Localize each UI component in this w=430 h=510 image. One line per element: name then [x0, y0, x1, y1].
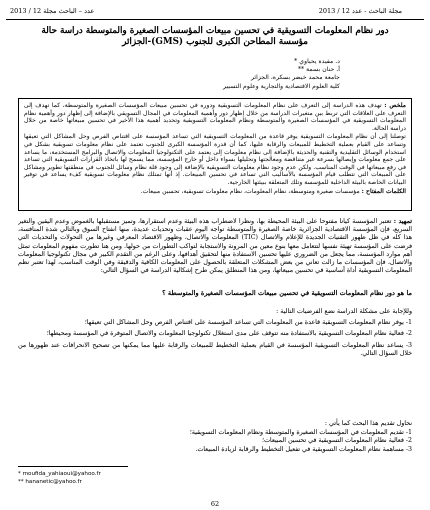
- abstract-summary: [24, 102, 406, 132]
- hypotheses-section: [18, 308, 412, 361]
- intro-label: تمهيد :: [393, 218, 412, 225]
- objective-item: 3- مساهمة نظام المعلومات التسويقية في تفعيل التخطيط والرقابة لزيادة المبيعات.: [195, 445, 412, 453]
- journal-issue: 2013 / 12 عدد – الباحث مجلة: [10, 7, 95, 15]
- research-question: ما هو دور نظام المعلومات التسويقية في تحسين مبيعات المؤسسات الصغيرة والمتوسطة ؟: [162, 289, 412, 297]
- footnote-email-1: * moufida_yahiaoui@yahoo.fr: [18, 471, 101, 477]
- abstract-summary-text: تهدف هذه الدراسة إلى التعرف على نظام المعلومات التسويقية ودوره في تحسين مبيعات المؤسسات الصغيرة والمتوسطة، كما تهدف إلى التعرف على العلاقات التي تربط بين متغيرات الدراسة من خلال إظهار دور وأهمية المعلومات في المجال التسويقي بالإضافة إلى إظهار دور وأهمية نظام المعلومات التسويقية في المؤسسات الصغيرة والمتوسطة ونظام المعلومات التسويقية وتحديد أهمية هذا الأخير في تحسين مبيعاتها خاصة من خلال دراسة الحالة.: [24, 102, 406, 132]
- hypothesis-item: 3- يساعد نظام المعلومات التسويقية المؤسسة في القيام بعملية التخطيط للمبيعات والرقابة عليها مما يمكنها من تصحيح الانحرافات عند ظهورها من خلال السؤال التالي.: [18, 341, 412, 357]
- author-affiliation: جامعة محمد خيضر بسكرة، الجزائر: [251, 74, 340, 82]
- hypotheses-intro: وللإجابة على مشكلة الدراسة نضع الفرضيات التالية :: [276, 308, 412, 315]
- paper-title: دور نظام المعلومات التسويقية في تحسين مبيعات المؤسسات الصغيرة والمتوسطة دراسة حالة مؤسسة المطاحن الكبرى للجنوب (GMS)-الجزائر: [41, 26, 389, 47]
- abstract-results: توصلنا إلى أن نظام المعلومات التسويقية يوفر قاعدة من المعلومات التسويقية التي تساعد المؤسسة على اقتناص الفرص وحل المشاكل التي تعيقها وتساعد على القيام بعملية التخطيط للمبيعات والرقابة عليها، كما أن قدرة المؤسسة الكبرى للجنوب تعتمد على نظام معلومات تسويقية بشكل في استخدام الوسائل التقليدية والتقنية والحديثة بالإضافة إلى نظام معلومات إلى يعتمد على التكنولوجيا المعلومات والاتصال والبرامج المستخدمة، ما يساعد على جمع معلومات وإيصالها بسرعة غير متناقضة ومعالجتها وتحليلها بسواء داخل أو خارج المؤسسة، مما يسمح لها باتخاذ القرارات التسويقية التي تساعد في رفع مبيعاتها في الوقت المناسب. ولكن عدم وجود نظام معلومات التسويقية بالإضافة إلى وجود قلة نظام وسائل للجنوب في منطقتها تطوير ومشاكل على المبيعات التي تتطلب قيام المؤسسة بالأساليب التي تساعد في تحسين المبيعات. إذ أنها تمتلك نظام معلومات تسويقية كفء يساعد في توفير البيانات الخاصة بالبيئة الداخلية للمؤسسة وتلك المتعلقة ببيئتها الخارجية.: [24, 133, 406, 186]
- author-faculty: كلية العلوم الاقتصادية والتجارية وعلوم التسيير: [222, 82, 340, 90]
- author-1: د. مفيدة يحياوي *: [294, 58, 340, 65]
- author-block: [140, 58, 340, 91]
- keywords-text: مؤسسات صغيرة ومتوسطة، نظام المعلومات، نظام معلومات تسويقية، تحسين مبيعات.: [140, 187, 360, 195]
- footnote-divider: [18, 466, 128, 467]
- page-number: 62: [210, 500, 220, 508]
- hypothesis-item: 2- فعالية نظام المعلومات التسويقية بالاستفادة منه تتوقف على مدى استغلال تكنولوجيا المعلومات والاتصال المتوفرة في المؤسسة ومحيطها؛: [46, 330, 412, 338]
- abstract-box: [18, 98, 412, 211]
- objectives-intro: نحاول تقديم هذا البحث كما يأتي :: [324, 420, 412, 427]
- objectives-section: [18, 420, 412, 454]
- intro-paragraph: [18, 218, 412, 284]
- header-divider: [6, 19, 424, 20]
- hypothesis-item: 1- يوفر نظام المعلومات التسويقية قاعدة من المعلومات التي تساعد المؤسسة على اقتناص الفرص وحل المشاكل التي تعيقها؛: [84, 319, 412, 327]
- footnote-email-2: ** hananetic@yahoo.fr: [18, 479, 82, 485]
- objective-item: 2- فعالية نظام المعلومات التسويقية في تحسين المبيعات؛: [262, 437, 412, 445]
- abstract-keywords: [24, 188, 406, 196]
- keywords-label: الكلمات المفتاح :: [361, 187, 406, 195]
- abstract-label: ملخص :: [384, 102, 406, 109]
- journal-running-title: مجلة الباحث - عدد 12 / 2013: [318, 7, 402, 15]
- running-header: [0, 4, 430, 18]
- footnotes: [18, 470, 101, 486]
- objective-item: 1- تقديم المعلومات في المؤسسات الصغيرة والمتوسطة ونظام المعلومات التسويقية؛: [189, 429, 412, 437]
- author-2: أ. حنان بسمة **: [297, 66, 340, 74]
- intro-text: تعتبر المؤسسة كيانا مفتوحا على البيئة المحيطة بها، ونظرا لاضطراب هذه البيئة وعدم استقرارها، وتميز مستقبلها بالغموض وعدم اليقين والتغير السريع، فإن المؤسسة الاقتصادية الجزائرية خاصة الصغيرة والمتوسطة تواجه اليوم عقبات وتحديات عديدة، منها انفتاح السوق وبالتالي شدة المنافسة، هذا كله في ظل ظهور التقنيات الجديدة للإعلام والاتصال (TIC) المعلومات والاتصال، وظهور الاقتصاد المعرفي وغيرها من التحولات والتحديات التي فرضت على المؤسسة تهيئة نفسها لتتعامل معها بنوع معين من المرونة والاستجابة لتواكب التطورات من حولها. ومن هنا تطورت مفهوم المعلومات تمثل أهم موارد المؤسسة، مما يجعل من الضروري عليها تحسين الاستفادة منها لتحقيق أهدافها، وعلى الرغم من التقدم الكبير في مجال تكنولوجيا المعلومات والاتصال، فإن المؤسسات ما زالت تعاني من بعض المشكلات المتعلقة بالحصول على المعلومات الكافية والدقيقة وفي الوقت المناسب، لهذا تعتبر نظم المعلومات التسويقية أداة أساسية في تحسين مبيعاتها، ومن هذا المنطلق يمكن طرح إشكالية الدراسة في السؤال التالي:: [18, 218, 412, 275]
